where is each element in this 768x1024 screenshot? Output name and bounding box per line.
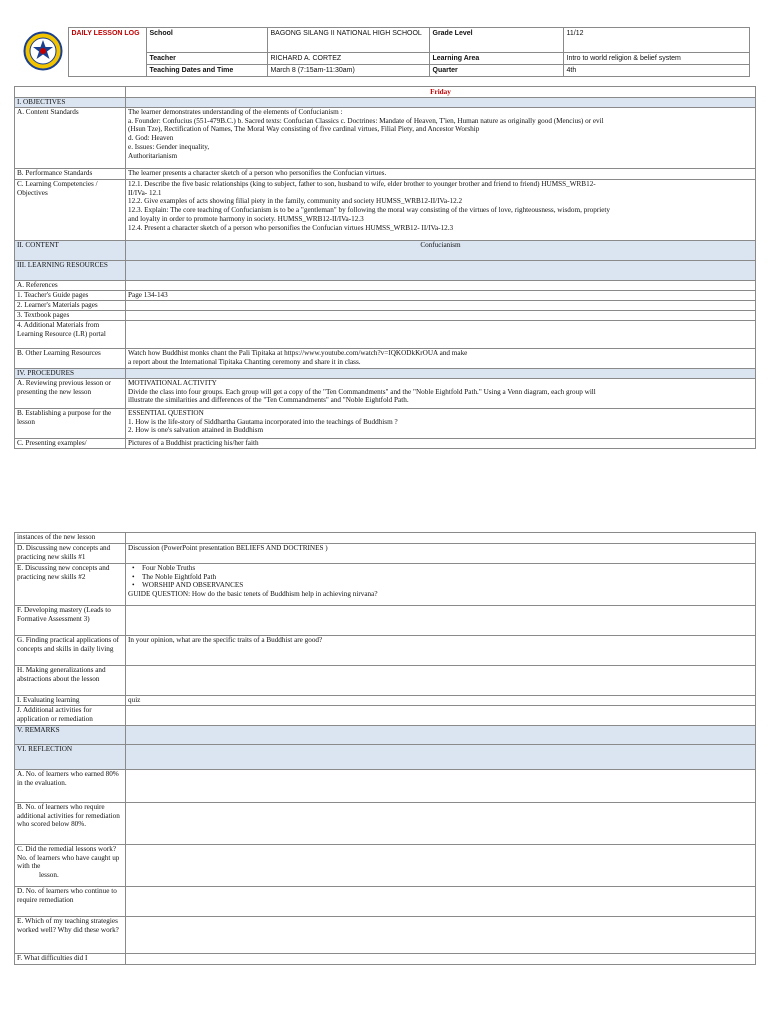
presenting-label: C. Presenting examples/: [15, 439, 126, 449]
table-row: [15, 108, 756, 169]
content-standards-label: A. Content Standards: [15, 108, 126, 169]
teacher-value: RICHARD A. CORTEZ: [267, 53, 429, 65]
quarter-value: 4th: [563, 65, 749, 77]
table-row: [15, 439, 756, 449]
procedures-heading: IV. PROCEDURES: [15, 369, 126, 379]
grade-value: 11/12: [563, 28, 749, 53]
table-row: [15, 281, 756, 291]
header-table: [18, 27, 750, 77]
learners-materials-label: 2. Learner's Materials pages: [15, 301, 126, 311]
lesson-table-2: [14, 532, 756, 965]
table-row: [15, 261, 756, 281]
discussing1-label: D. Discussing new concepts and practicing new skills #1: [15, 544, 126, 564]
other-resources-label: B. Other Learning Resources: [15, 349, 126, 369]
area-label: Learning Area: [429, 53, 563, 65]
reflection-a-label: A. No. of learners who earned 80% in the evaluation.: [15, 770, 126, 803]
table-row: [15, 745, 756, 770]
dates-label: Teaching Dates and Time: [146, 65, 267, 77]
table-row: [15, 887, 756, 917]
presenting-label-cont: instances of the new lesson: [15, 533, 126, 544]
practical-value: In your opinion, what are the specific traits of a Buddhist are good?: [126, 636, 756, 666]
reviewing-label: A. Reviewing previous lesson or presenting the new lesson: [15, 379, 126, 409]
day-heading: Friday: [126, 87, 756, 98]
remarks-heading: V. REMARKS: [15, 726, 126, 745]
discussing1-value: Discussion (PowerPoint presentation BELIEFS AND DOCTRINES ): [126, 544, 756, 564]
purpose-label: B. Establishing a purpose for the lesson: [15, 409, 126, 439]
discussing2-value: [126, 564, 756, 606]
references-label: A. References: [15, 281, 126, 291]
content-heading: II. CONTENT: [15, 241, 126, 261]
teachers-guide-value: Page 134-143: [126, 291, 756, 301]
additional-materials-label: 4. Additional Materials from Learning Resource (LR) portal: [15, 321, 126, 349]
table-row: [15, 696, 756, 706]
reflection-c-label: C. Did the remedial lessons work? No. of learners who have caught up with the lesson.: [15, 845, 126, 887]
table-row: [15, 241, 756, 261]
table-row: [15, 533, 756, 544]
table-row: [15, 98, 756, 108]
teachers-guide-label: 1. Teacher's Guide pages: [15, 291, 126, 301]
grade-label: Grade Level: [429, 28, 563, 53]
table-row: [15, 770, 756, 803]
competencies-label: C. Learning Competencies / Objectives: [15, 180, 126, 241]
table-row: [15, 169, 756, 180]
table-row: [15, 636, 756, 666]
school-value: BAGONG SILANG II NATIONAL HIGH SCHOOL: [267, 28, 429, 53]
competencies-value: 12.1. Describe the five basic relationships (king to subject, father to son, husband to wife, elder brother to younger brother and friend to friend) HUMSS_WRB12- II/IVa- 12.1 12.2. Give examples of acts showing filial piety in the family, community and society HUMSS_WRB12-II/IVa-12.2 12.3. Explain: The core teaching of Confucianism is to be a "gentleman" by following the moral way consisting of the virtues of love, righteousness, wisdom, propriety and loyalty in order to promote harmony in society. HUMSS_WRB12-II/IVa-12.3 12.4. Present a character sketch of a person who personifies the Confucian virtues HUMSS_WRB12- II/IVa-12.3: [126, 180, 756, 241]
lesson-table-1: [14, 86, 756, 449]
school-label: School: [146, 28, 267, 53]
generalizations-label: H. Making generalizations and abstractions about the lesson: [15, 666, 126, 696]
additional-activities-label: J. Additional activities for application or remediation: [15, 706, 126, 726]
presenting-value: Pictures of a Buddhist practicing his/her faith: [126, 439, 756, 449]
reflection-d-label: D. No. of learners who continue to require remediation: [15, 887, 126, 917]
table-row: [15, 803, 756, 845]
reflection-b-label: B. No. of learners who require additional activities for remediation who scored below 80%.: [15, 803, 126, 845]
table-row: [15, 349, 756, 369]
discussing2-label: E. Discussing new concepts and practicing new skills #2: [15, 564, 126, 606]
purpose-value: ESSENTIAL QUESTION 1. How is the life-story of Siddhartha Gautama incorporated into the teachings of Buddhism ? 2. How is one's salvation attained in Buddhism: [126, 409, 756, 439]
school-seal-icon: [23, 31, 63, 71]
teacher-label: Teacher: [146, 53, 267, 65]
page-1: [0, 0, 768, 500]
table-row: [15, 180, 756, 241]
reflection-e-label: E. Which of my teaching strategies worked well? Why did these work?: [15, 917, 126, 954]
table-row: [15, 726, 756, 745]
dates-value: March 8 (7:15am-11:30am): [267, 65, 429, 77]
area-value: Intro to world religion & belief system: [563, 53, 749, 65]
table-row: [15, 369, 756, 379]
list-item: • WORSHIP AND OBSERVANCES: [142, 581, 753, 590]
school-seal: [18, 28, 68, 77]
performance-standards-label: B. Performance Standards: [15, 169, 126, 180]
reflection-f-label: F. What difficulties did I: [15, 954, 126, 965]
quarter-label: Quarter: [429, 65, 563, 77]
guide-question: GUIDE QUESTION: How do the basic tenets of Buddhism help in achieving nirvana?: [128, 590, 378, 599]
list-item: • Four Noble Truths: [142, 564, 753, 573]
objectives-heading: I. OBJECTIVES: [15, 98, 126, 108]
table-row: [15, 845, 756, 887]
evaluating-label: I. Evaluating learning: [15, 696, 126, 706]
content-value: Confucianism: [126, 241, 756, 261]
content-standards-value: The learner demonstrates understanding of the elements of Confucianism : a. Founder: Confucius (551-479B.C.) b. Sacred texts: Confucian Classics c. Doctrines: Mandate of Heaven, T'ien, Human nature as originally good (Mencius) or evil (Hsun Tze), Rectification of Names, The Moral Way consisting of five cardinal virtues, Filial Piety, and Ancestor Worship d. God: Heaven e. Issues: Gender inequality, Authoritarianism: [126, 108, 756, 169]
table-row: [15, 954, 756, 965]
table-row: [15, 301, 756, 311]
other-resources-value: Watch how Buddhist monks chant the Pali Tipitaka at https://www.youtube.com/watch?v=IQKODkKrOUA and make a report about the International Tipitaka Chanting ceremony and share it in class.: [126, 349, 756, 369]
table-row: [15, 311, 756, 321]
table-row: [15, 606, 756, 636]
table-row: [15, 291, 756, 301]
day-row: [15, 87, 756, 98]
mastery-label: F. Developing mastery (Leads to Formative Assessment 3): [15, 606, 126, 636]
performance-standards-value: The learner presents a character sketch of a person who personifies the Confucian virtues.: [126, 169, 756, 180]
topic-list: [128, 564, 753, 590]
table-row: [15, 564, 756, 606]
resources-heading: III. LEARNING RESOURCES: [15, 261, 126, 281]
page-2: [0, 528, 768, 1024]
evaluating-value: quiz: [126, 696, 756, 706]
log-title: DAILY LESSON LOG: [68, 28, 146, 77]
reviewing-value: MOTIVATIONAL ACTIVITY Divide the class into four groups. Each group will get a copy of the "Ten Commandments" and the "Noble Eightfold Path." Using a Venn diagram, each group will illustrate the similarities and differences of the "Ten Commandments" and "Noble Eightfold Path.: [126, 379, 756, 409]
textbook-label: 3. Textbook pages: [15, 311, 126, 321]
table-row: [15, 917, 756, 954]
list-item: • The Noble Eightfold Path: [142, 573, 753, 582]
table-row: [15, 544, 756, 564]
table-row: [15, 706, 756, 726]
reflection-heading: VI. REFLECTION: [15, 745, 126, 770]
table-row: [15, 379, 756, 409]
table-row: [15, 409, 756, 439]
practical-label: G. Finding practical applications of concepts and skills in daily living: [15, 636, 126, 666]
table-row: [15, 666, 756, 696]
table-row: [15, 321, 756, 349]
